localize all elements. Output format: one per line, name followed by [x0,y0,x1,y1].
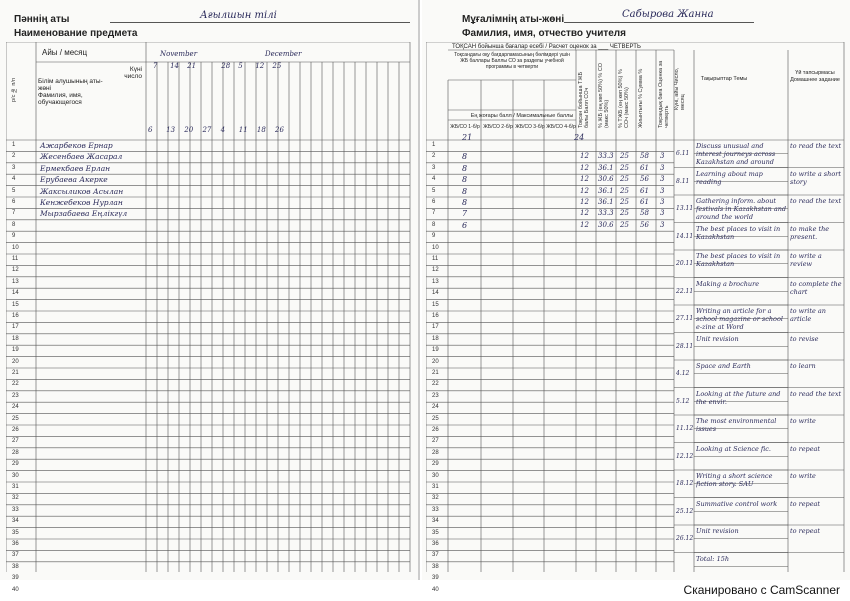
max-value-1: 21 [462,133,473,142]
row-number: 4 [432,176,436,183]
row-number: 23 [432,392,439,399]
lesson-topic: Summative control work [696,499,778,508]
lesson-date: 13.11 [676,205,694,212]
grade-col-header: ЖБ/СО 2-б/р [483,124,513,130]
grade-col-header: ЖБ/СО 3-б/р [515,124,545,130]
pct-jb: 36.1 [598,186,614,195]
row-number: 9 [12,233,16,240]
row-number: 8 [432,221,436,228]
quarter-grade: 3 [660,175,665,184]
row-number: 6 [432,199,436,205]
row-number: 1 [432,142,436,148]
quarter-grade: 3 [660,198,665,206]
lesson-homework: to write a review [790,252,822,268]
row-number: 25 [432,415,439,422]
lesson-date: 5.12 [676,397,690,405]
lesson-date: 20.11 [676,260,694,267]
row-number: 26 [12,427,19,433]
pct-tjb: 25 [620,198,629,206]
row-number: 2 [432,153,436,160]
lesson-homework: to revise [790,334,819,343]
grade-col-header: ЖБ/СО 1-б/р [450,124,480,130]
row-num-label: р/с № п/п [11,78,17,102]
quarter-grade: 3 [660,220,665,229]
row-number: 11 [432,256,439,262]
row-number: 20 [432,358,439,365]
lesson-topic: The most environmental issues [696,417,777,433]
lesson-homework: to write a short story [790,169,841,186]
lesson-date: 25.12 [676,507,694,515]
row-number: 25 [12,415,19,422]
row-number: 19 [432,347,439,354]
date-bottom: 13 [166,126,176,134]
row-number: 12 [12,267,19,274]
row-number: 37 [12,552,19,559]
row-number: 26 [432,427,439,433]
stat-col-header: Тоқсандық баға Оценка за четверть [658,60,670,128]
row-number: 22 [432,381,439,388]
row-number: 23 [12,392,19,399]
lesson-topic: Space and Earth [696,362,751,370]
row-number: 28 [432,449,439,456]
student-label: Білім алушының аты-жөні Фамилия, имя, обучающегося [38,78,103,106]
sum-pct: 56 [640,175,649,184]
row-number: 34 [12,518,19,525]
lesson-topic: Looking at Science fic. [696,444,771,453]
row-number: 14 [432,290,439,297]
date-top: 12 [255,62,265,70]
stat-col-header: % ЖБ (ең көп 50%) % СО (макс 50%) [598,63,610,128]
lesson-topic: Total: 15h [696,554,730,563]
max-label: Ең жоғары балл / Максимальные баллы [470,113,574,119]
lesson-date: 14.11 [676,232,694,240]
student-name: Ерубаева Акерке [40,175,108,185]
row-number: 13 [12,278,19,285]
month-label: Айы / месяц [42,48,88,57]
lesson-date: 28.11 [676,342,694,350]
row-number: 15 [12,301,19,308]
row-number: 16 [12,313,19,319]
lesson-homework: to learn [790,362,816,370]
lesson-topic: The best places to visit in Kazakhstan [696,252,781,268]
row-number: 13 [432,278,439,285]
lesson-homework: to repeat [790,444,821,453]
stat-col-header: % ТЖБ (ең көп 50%) % СОч (макс 50%) [618,69,630,128]
date-bottom: 26 [275,126,284,134]
row-number: 18 [12,335,19,342]
teacher-underline [564,22,754,23]
lesson-topic: Unit revision [696,527,739,535]
lesson-topic: Writing a short science fiction story. SAU [696,472,773,488]
lesson-topic: Writing an article for a school magazine or school e-zine at Word [696,307,783,331]
lesson-homework: to write [790,472,816,480]
row-number: 39 [12,575,19,582]
quarter-sub-header: Тоқсандағы оқу бағдарламасының бөлімдері үшін ЖБ баллары Баллы СО за разделы учебной программы в четверти [454,52,570,70]
lesson-topic: The best places to visit in Kazakhstan [696,224,781,241]
grade-col-header: ЖБ/СО 4-б/р [546,124,576,130]
row-number: 35 [12,529,19,536]
row-number: 31 [12,484,19,490]
row-number: 24 [432,404,439,411]
subject-underline [110,22,410,23]
date-top: 5 [238,62,243,70]
date-bottom: 27 [202,126,212,134]
row-number: 27 [432,438,439,445]
lesson-homework: to repeat [790,527,821,535]
teacher-label-ru: Фамилия, имя, отчество учителя [462,28,626,39]
sum-pct: 58 [640,152,649,161]
tjb-score: 12 [580,209,589,218]
row-number: 29 [432,461,439,468]
tjb-score: 12 [580,152,589,161]
teacher-value: Сабырова Жанна [622,9,714,20]
row-number: 40 [12,586,19,593]
lesson-date: 11.12 [676,425,694,432]
row-number: 5 [432,187,436,194]
row-number: 30 [12,472,19,479]
lesson-date: 18.12 [676,480,694,487]
lesson-date: 6.11 [676,150,690,157]
tjb-score: 12 [580,163,589,172]
row-number: 36 [12,541,19,547]
pct-tjb: 25 [620,163,629,172]
row-number: 11 [12,256,19,262]
lesson-date: 22.11 [676,287,694,295]
sum-pct: 56 [640,220,649,229]
row-number: 32 [12,495,19,502]
quarter-grade: 3 [660,186,665,195]
row-number: 27 [12,438,19,445]
row-number: 3 [432,164,436,171]
row-number: 38 [12,563,19,570]
date-bottom: 4 [220,126,226,134]
lesson-date: 8.11 [676,177,690,185]
left-page [0,0,420,593]
pct-tjb: 25 [620,152,629,161]
max-value-2: 24 [574,133,585,142]
date-top: 7 [153,62,158,70]
date-bottom: 18 [256,126,266,134]
row-number: 21 [12,370,19,376]
lesson-homework: to complete the chart [790,279,842,296]
row-number: 5 [12,187,16,194]
row-number: 20 [12,358,19,365]
row-number: 1 [12,142,16,148]
lesson-homework: to read the text [790,142,842,150]
row-number: 37 [432,552,439,559]
tjb-score: 12 [580,198,589,206]
row-number: 39 [432,575,439,582]
row-number: 22 [12,381,19,388]
student-name: Ажарбеков Ернар [40,141,113,150]
date-bottom: 6 [148,126,153,134]
stat-col-header: Тоқсан бойынша ТЖБ балы Балл СОч [578,71,590,128]
row-number: 17 [432,324,439,331]
row-number: 14 [12,290,19,297]
pct-tjb: 25 [620,209,629,218]
teacher-label-kz: Мұғалімнің аты-жөні [462,14,565,25]
date-bottom: 20 [184,126,194,134]
row-number: 6 [12,199,16,205]
pct-tjb: 25 [620,186,629,195]
month-december: December [265,50,302,58]
lesson-homework: to repeat [790,499,821,508]
row-number: 12 [432,267,439,274]
date-top: 21 [187,62,197,70]
lesson-date: 27.11 [676,315,694,322]
row-number: 10 [12,244,19,251]
date-top: 28 [221,62,231,70]
subject-label-ru: Наименование предмета [14,28,138,39]
row-number: 15 [432,301,439,308]
lesson-topic: Gathering inform. about festivals in Kazakhstan and around the world [696,197,787,221]
lesson-date: 26.12 [676,535,694,542]
date-top: 25 [272,62,282,70]
date-top: 14 [170,62,180,70]
row-number: 7 [432,210,436,217]
tjb-score: 12 [580,186,589,195]
student-name: Жаксыликов Асылан [40,186,124,196]
lesson-topic: Unit revision [696,334,739,343]
quarter-grade: 3 [660,152,665,161]
subject-label-kz: Пәннің аты [14,14,70,25]
lesson-homework: to read the text [790,197,842,205]
jb-score: 6 [462,220,468,230]
row-number: 33 [12,506,19,513]
subject-value: Ағылшын тілі [200,10,277,21]
quarter-grade: 3 [660,163,665,172]
row-number: 2 [12,153,16,160]
topic-col-header: Тақырыптар Темы [700,76,748,82]
jb-score: 8 [462,163,468,173]
row-number: 28 [12,449,19,456]
row-number: 35 [432,529,439,536]
jb-score: 8 [462,198,468,207]
student-name: Мырзабаева Еңлікгүл [40,209,128,219]
scan-watermark: Сканировано с CamScanner [683,583,840,597]
row-number: 33 [432,506,439,513]
homework-col-header: Үй тапсырмасы Домашнее задание [790,70,840,83]
row-number: 36 [432,541,439,547]
row-number: 19 [12,347,19,354]
row-number: 17 [12,324,19,331]
pct-jb: 30.6 [598,220,614,229]
lesson-topic: Discuss unusual and interest journeys across Kazakhstan and around [696,142,776,166]
tjb-score: 12 [580,220,589,229]
pct-jb: 36.1 [598,198,614,206]
pct-jb: 33.3 [598,152,614,161]
pct-jb: 30.6 [598,175,614,184]
row-number: 32 [432,495,439,502]
student-name: Ермекбаев Ерлан [40,163,111,173]
jb-score: 8 [462,152,468,162]
tjb-score: 12 [580,175,589,184]
quarter-grade: 3 [660,209,665,218]
sum-pct: 58 [640,209,649,218]
lesson-date: 4.12 [676,370,690,377]
lesson-date: 12.12 [676,452,694,460]
lesson-homework: to make the present. [790,224,830,241]
month-november: November [160,50,198,58]
row-number: 21 [432,370,439,376]
day-label: Күні число [124,66,142,80]
lesson-topic: Making a brochure [696,279,760,288]
row-number: 7 [12,210,16,217]
pct-jb: 36.1 [598,163,614,172]
student-name: Жесенбаев Жасарал [40,152,123,162]
lesson-homework: to read the text [790,389,842,398]
row-number: 18 [432,335,439,342]
row-number: 30 [432,472,439,479]
row-number: 8 [12,221,16,228]
row-number: 38 [432,563,439,570]
pct-jb: 33.3 [598,209,614,218]
sum-pct: 61 [640,198,649,206]
lesson-topic: Looking at the future and the envir. [696,389,781,406]
row-number: 24 [12,404,19,411]
row-number: 3 [12,164,16,171]
row-number: 16 [432,313,439,319]
row-number: 34 [432,518,439,525]
date-bottom: 11 [238,126,248,134]
jb-score: 7 [462,209,468,219]
quarter-header: ТОҚСАН бойынша бағалар есебі / Расчет оценок за ___ ЧЕТВЕРТЬ [452,44,641,50]
student-name: Кенжебеков Нурлан [40,198,123,207]
row-number: 31 [432,484,439,490]
row-number: 4 [12,176,16,183]
lesson-homework: to write an article [790,307,826,323]
sum-pct: 61 [640,186,649,195]
row-number: 9 [432,233,436,240]
jb-score: 8 [462,186,468,196]
jb-score: 8 [462,175,468,185]
left-grid [6,42,412,572]
pct-tjb: 25 [620,220,629,229]
row-number: 10 [432,244,439,251]
row-number: 29 [12,461,19,468]
pct-tjb: 25 [620,175,629,184]
lesson-topic: Learning about map reading [696,169,763,186]
date-col-header: Күні, айы Число, месяц [674,67,686,110]
stat-col-header: Жиынтығы % Сумма % [638,68,644,128]
lesson-homework: to write [790,417,816,425]
lesson-homework [790,555,842,581]
row-number: 40 [432,586,439,593]
sum-pct: 61 [640,163,649,172]
